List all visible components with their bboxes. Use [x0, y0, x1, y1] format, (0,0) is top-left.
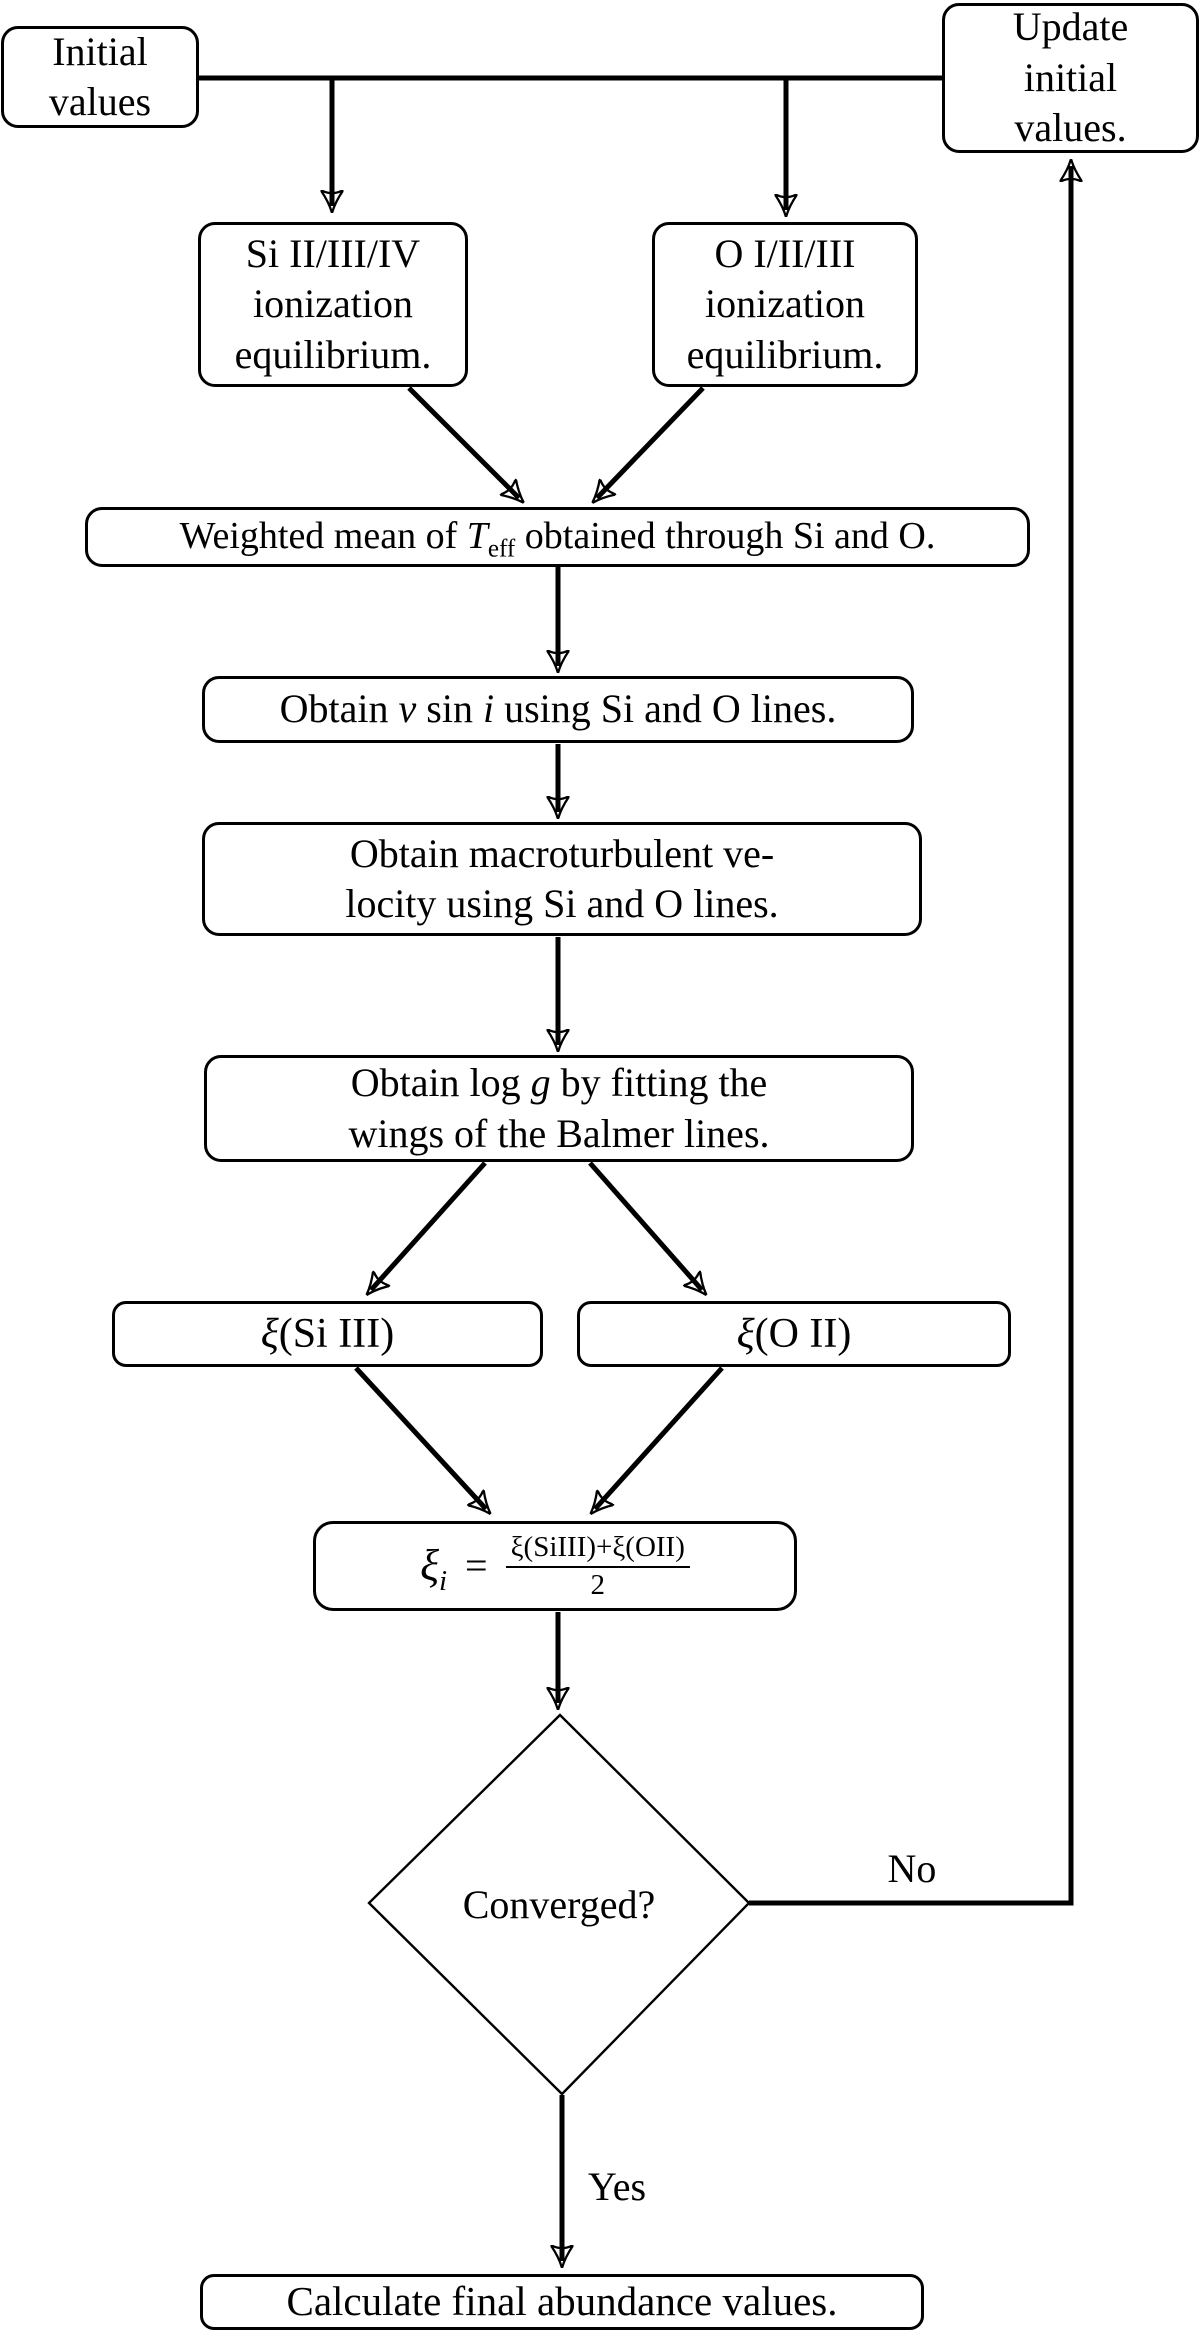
- teff-subscript: eff: [487, 535, 516, 563]
- node-obtain-logg: Obtain log g by fitting the wings of the Balmer lines.: [204, 1055, 914, 1162]
- edge-logg-to-xi-si: [371, 1163, 485, 1290]
- edge-no-loop-to-update: [749, 166, 1071, 1903]
- node-obtain-macroturbulent: Obtain macroturbulent ve- locity using Si and O lines.: [202, 822, 922, 936]
- label-yes: Yes: [587, 2163, 647, 2209]
- edge-logg-to-xi-o: [590, 1163, 702, 1290]
- teff-symbol: T: [466, 515, 488, 558]
- node-xi-o-ii: ξ(O II): [577, 1301, 1011, 1367]
- xi-symbol: ξ: [420, 1541, 439, 1591]
- node-weighted-mean-teff: Weighted mean of $T_{eff}$ obtained through Si and O.: [85, 507, 1030, 567]
- node-xi-si-iii: ξ(Si III): [112, 1301, 543, 1367]
- node-update-initial-values: Update initial values.: [942, 3, 1199, 153]
- i-symbol: i: [482, 686, 495, 732]
- g-symbol: g: [530, 1060, 551, 1106]
- node-calculate-final-abundances: Calculate final abundance values.: [200, 2274, 924, 2330]
- fraction-denominator: 2: [590, 1569, 605, 1601]
- xi-symbol: ξ: [736, 1310, 755, 1357]
- decision-converged-label: Converged?: [462, 1882, 656, 1927]
- edge-xi-si-to-formula: [356, 1368, 486, 1509]
- label-no: No: [887, 1845, 937, 1891]
- fraction-numerator: ξ(SiIII)+ξ(OII): [506, 1531, 690, 1568]
- node-o-ionization: O I/II/III ionization equilibrium.: [652, 222, 918, 387]
- fraction: [506, 1531, 690, 1602]
- v-symbol: v: [398, 686, 417, 732]
- node-initial-values: Initial values: [1, 26, 199, 128]
- node-obtain-vsini: Obtain v sin i using Si and O lines.: [202, 676, 914, 743]
- node-xi-average-formula: [313, 1521, 797, 1611]
- edge-xi-o-to-formula: [595, 1368, 722, 1509]
- node-si-ionization: Si II/III/IV ionization equilibrium.: [198, 222, 468, 387]
- edge-o-to-weighted-mean: [597, 388, 703, 498]
- edge-si-to-weighted-mean: [409, 388, 519, 498]
- xi-symbol: ξ: [260, 1310, 279, 1357]
- equals-sign: =: [465, 1542, 488, 1588]
- i-subscript: i: [438, 1565, 448, 1598]
